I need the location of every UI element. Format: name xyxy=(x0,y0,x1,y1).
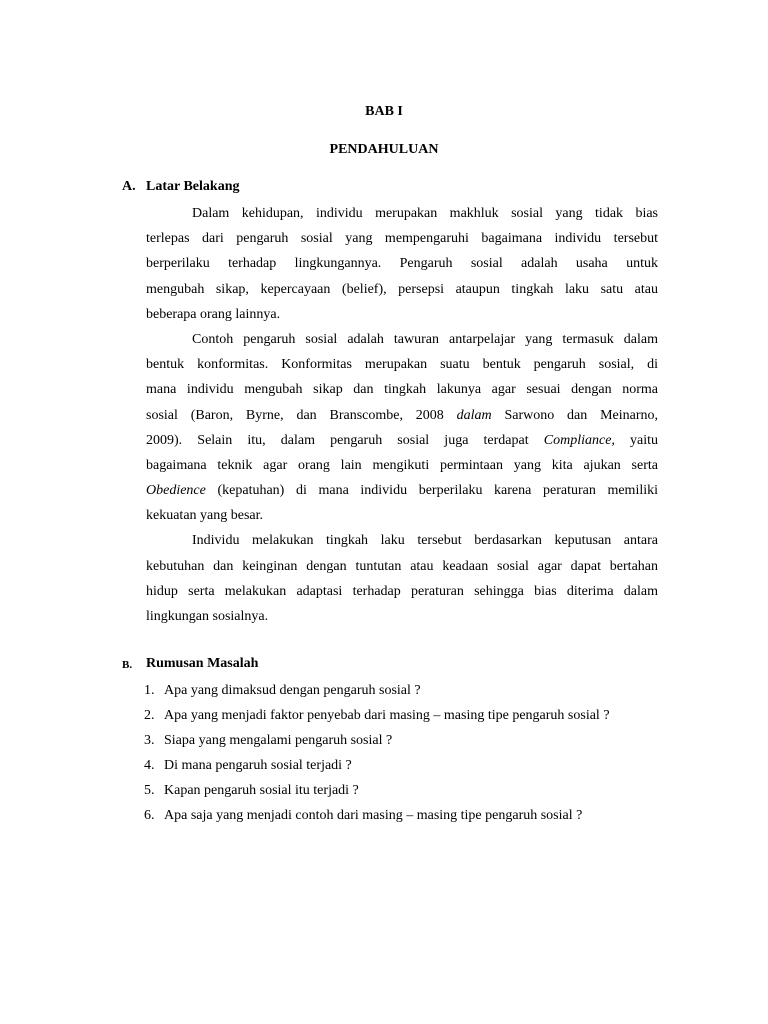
italic-word-dalam: dalam xyxy=(456,408,492,423)
list-item xyxy=(144,807,610,832)
paragraph-line: Dalam kehidupan, individu merupakan makhluk sosial yang tidak bias xyxy=(192,206,658,221)
chapter-heading: BAB I xyxy=(365,104,403,119)
list-item xyxy=(144,757,610,782)
section-a-marker: A. xyxy=(122,179,136,194)
list-text: Apa yang dimaksud dengan pengaruh sosial ? xyxy=(164,683,421,698)
line-text-end: yaitu xyxy=(630,433,659,448)
paragraph-line xyxy=(146,482,658,500)
list-item xyxy=(144,732,610,757)
italic-term-compliance: Compliance, xyxy=(543,433,615,448)
list-text: Apa saja yang menjadi contoh dari masing – masing tipe pengaruh sosial ? xyxy=(164,808,583,823)
list-number: 2. xyxy=(144,708,155,723)
paragraph-line: mana individu mengubah sikap dan tingkah lakunya agar sesuai dengan norma xyxy=(146,382,658,397)
paragraph-line: berperilaku terhadap lingkungannya. Pengaruh sosial adalah usaha untuk xyxy=(146,256,658,271)
paragraph-line: lingkungan sosialnya. xyxy=(146,609,269,624)
paragraph-line: mengubah sikap, kepercayaan (belief), persepsi ataupun tingkah laku satu atau xyxy=(146,282,658,297)
section-b-marker: B. xyxy=(122,659,133,671)
list-number: 3. xyxy=(144,733,155,748)
paragraph-line xyxy=(146,432,658,450)
italic-term-obedience: Obedience xyxy=(146,483,206,498)
paragraph-line: kebutuhan dan keinginan dengan tuntutan atau keadaan sosial agar dapat bertahan xyxy=(146,559,658,574)
list-text: Siapa yang mengalami pengaruh sosial ? xyxy=(164,733,393,748)
paragraph-line: Contoh pengaruh sosial adalah tawuran antarpelajar yang termasuk dalam xyxy=(192,332,658,347)
paragraph-line: Individu melakukan tingkah laku tersebut berdasarkan keputusan antara xyxy=(192,533,658,548)
line-text: (kepatuhan) di mana individu berperilaku karena peraturan memiliki xyxy=(217,483,659,498)
paragraph-line: beberapa orang lainnya. xyxy=(146,307,281,322)
paragraph-line: bagaimana teknik agar orang lain mengikuti permintaan yang kita ajukan serta xyxy=(146,458,658,473)
citation-text-end: Sarwono dan Meinarno, xyxy=(504,408,658,423)
list-number: 4. xyxy=(144,758,155,773)
list-text: Apa yang menjadi faktor penyebab dari masing – masing tipe pengaruh sosial ? xyxy=(164,708,610,723)
list-text: Kapan pengaruh sosial itu terjadi ? xyxy=(164,783,359,798)
list-item xyxy=(144,707,610,732)
chapter-title: PENDAHULUAN xyxy=(329,142,439,157)
line-text: 2009). Selain itu, dalam pengaruh sosial juga terdapat xyxy=(146,433,529,448)
list-text: Di mana pengaruh sosial terjadi ? xyxy=(164,758,352,773)
citation-text: sosial (Baron, Byrne, dan Branscombe, 2008 xyxy=(146,408,444,423)
section-a-title: Latar Belakang xyxy=(146,179,240,194)
paragraph-line: kekuatan yang besar. xyxy=(146,508,264,523)
list-number: 1. xyxy=(144,683,155,698)
list-number: 6. xyxy=(144,808,155,823)
list-item xyxy=(144,782,610,807)
paragraph-line: terlepas dari pengaruh sosial yang mempengaruhi bagaimana individu tersebut xyxy=(146,231,658,246)
section-b-title: Rumusan Masalah xyxy=(146,656,259,671)
paragraph-line: bentuk konformitas. Konformitas merupakan suatu bentuk pengaruh sosial, di xyxy=(146,357,658,372)
problem-list xyxy=(144,682,610,832)
list-item xyxy=(144,682,610,707)
paragraph-line: hidup serta melakukan adaptasi terhadap peraturan sehingga bias diterima dalam xyxy=(146,584,658,599)
paragraph-line xyxy=(146,407,658,425)
list-number: 5. xyxy=(144,783,155,798)
